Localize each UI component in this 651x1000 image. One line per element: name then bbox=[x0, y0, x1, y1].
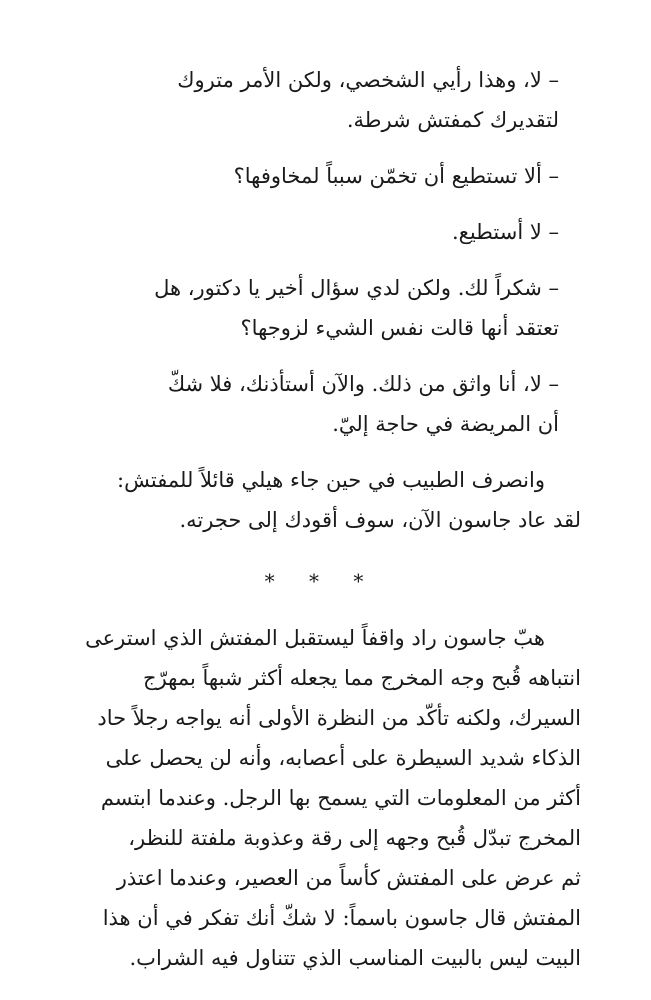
dialogue-paragraph bbox=[61, 212, 581, 252]
text-line: السيرك، ولكنه تأكّد من النظرة الأولى أنه يواجه رجلاً حاد bbox=[97, 706, 581, 730]
text-line: لتقديرك كمفتش شرطة. bbox=[346, 108, 559, 132]
text-line: أكثر من المعلومات التي يسمح بها الرجل. وعندما ابتسم bbox=[100, 786, 581, 810]
section-separator: * * * bbox=[264, 569, 378, 593]
text-line: هبّ جاسون راد واقفاً ليستقبل المفتش الذي استرعى bbox=[85, 626, 545, 650]
dialogue-paragraph bbox=[61, 60, 581, 140]
text-line: المفتش قال جاسون باسماً: لا شكّ أنك تفكر في أن هذا bbox=[102, 906, 581, 930]
narrative-paragraph bbox=[61, 460, 581, 540]
text-line: أن المريضة في حاجة إليّ. bbox=[332, 412, 559, 436]
text-line: لقد عاد جاسون الآن، سوف أقودك إلى حجرته. bbox=[179, 508, 581, 532]
text-line: – لا، وهذا رأيي الشخصي، ولكن الأمر متروك bbox=[177, 68, 559, 92]
text-line: البيت ليس بالبيت المناسب الذي تتناول فيه الشراب. bbox=[129, 946, 581, 970]
text-line: – لا أستطيع. bbox=[451, 220, 559, 244]
text-line: المخرج تبدّل قُبح وجهه إلى رقة وعذوبة ملفتة للنظر، bbox=[128, 826, 581, 850]
book-page bbox=[61, 60, 581, 994]
text-line: انتباهه قُبح وجه المخرج مما يجعله أكثر شبهاً بمهرّج bbox=[143, 666, 581, 690]
text-line: وانصرف الطبيب في حين جاء هيلي قائلاً للمفتش: bbox=[117, 468, 545, 492]
text-line: ثم عرض على المفتش كأساً من العصير، وعندما اعتذر bbox=[116, 866, 581, 890]
dialogue-paragraph bbox=[61, 156, 581, 196]
dialogue-paragraph bbox=[61, 268, 581, 348]
text-line: الذكاء شديد السيطرة على أعصابه، وأنه لن يحصل على bbox=[105, 746, 581, 770]
text-line: تعتقد أنها قالت نفس الشيء لزوجها؟ bbox=[240, 316, 559, 340]
text-line: – ألا تستطيع أن تخمّن سبباً لمخاوفها؟ bbox=[233, 164, 559, 188]
dialogue-paragraph bbox=[61, 364, 581, 444]
text-line: – لا، أنا واثق من ذلك. والآن أستأذنك، فلا شكّ bbox=[167, 372, 559, 396]
closing-paragraph bbox=[61, 618, 581, 978]
text-line: – شكراً لك. ولكن لدي سؤال أخير يا دكتور، هل bbox=[154, 276, 559, 300]
